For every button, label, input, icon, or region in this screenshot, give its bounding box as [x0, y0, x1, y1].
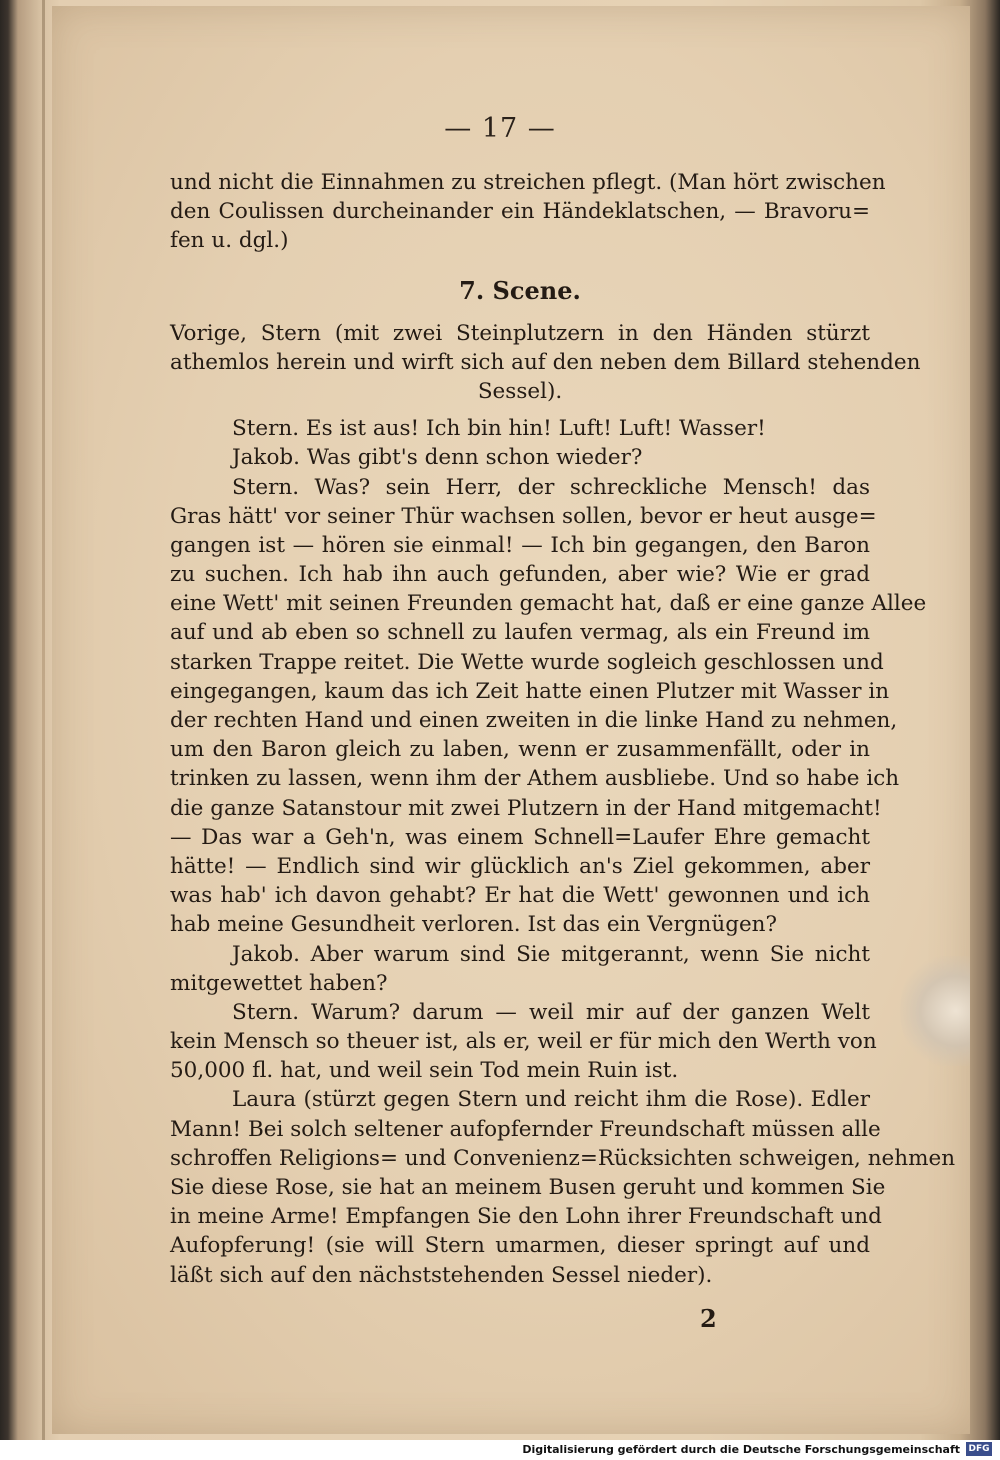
dialogue-line: Jakob. Aber warum sind Sie mitgerannt, wenn Sie nicht — [232, 941, 870, 967]
page-stain — [900, 956, 970, 1066]
dialogue-line: Stern. Warum? darum — weil mir auf der ganzen Welt — [232, 999, 870, 1025]
dialogue-line: Stern. Es ist aus! Ich bin hin! Luft! Luft! Wasser! — [232, 416, 766, 442]
stage-direction-line: athemlos herein und wirft sich auf den neben dem Billard stehenden — [170, 349, 921, 375]
stage-direction-line: Vorige, Stern (mit zwei Steinplutzern in den Händen stürzt — [170, 320, 870, 346]
dialogue-line: um den Baron gleich zu laben, wenn er zusammenfällt, oder in — [170, 737, 870, 763]
dialogue-line: Mann! Bei solch seltener aufopfernder Freundschaft müssen alle — [170, 1116, 881, 1142]
dialogue-line: — Das war a Geh'n, was einem Schnell=Laufer Ehre gemacht — [170, 824, 870, 850]
stage-direction-line: Sessel). — [477, 378, 563, 404]
dialogue-line: was hab' ich davon gehabt? Er hat die Wett' gewonnen und ich — [170, 883, 870, 909]
dialogue-line: Sie diese Rose, sie hat an meinem Busen geruht und kommen Sie — [170, 1175, 886, 1200]
dialogue-line: läßt sich auf den nächststehenden Sessel nieder). — [170, 1262, 713, 1288]
signature-mark: 2 — [700, 1304, 717, 1333]
page-text — [170, 168, 956, 1290]
dialogue-line: eine Wett' mit seinen Freunden gemacht hat, daß er eine ganze Allee — [170, 591, 927, 617]
footer-credit: Digitalisierung gefördert durch die Deutsche Forschungsgemeinschaft — [522, 1443, 960, 1456]
dialogue-line: in meine Arme! Empfangen Sie den Lohn ihrer Freundschaft und — [170, 1204, 882, 1230]
dialogue-line: auf und ab eben so schnell zu laufen vermag, als ein Freund im — [170, 620, 870, 646]
dialogue-line: starken Trappe reitet. Die Wette wurde sogleich geschlossen und — [170, 649, 884, 675]
dialogue-line: schroffen Religions= und Convenienz=Rücksichten schweigen, nehmen — [170, 1145, 956, 1171]
dialogue-line: mitgewettet haben? — [170, 970, 388, 996]
dialogue-line: eingegangen, kaum das ich Zeit hatte einen Plutzer mit Wasser in — [170, 678, 890, 704]
text-line: fen u. dgl.) — [170, 228, 289, 254]
dialogue-line: der rechten Hand und einen zweiten in die linke Hand zu nehmen, — [170, 708, 898, 733]
text-line: und nicht die Einnahmen zu streichen pflegt. (Man hört zwischen — [170, 170, 886, 195]
text-line: den Coulissen durcheinander ein Händeklatschen, — Bravoru= — [170, 199, 870, 225]
dialogue-line: zu suchen. Ich hab ihn auch gefunden, aber wie? Wie er grad — [170, 562, 870, 588]
dialogue-line: hab meine Gesundheit verloren. Ist das ein Vergnügen? — [170, 912, 778, 938]
left-page-edge — [42, 0, 45, 1440]
dialogue-line: Aufopferung! (sie will Stern umarmen, dieser springt auf und — [170, 1233, 870, 1259]
dialogue-line: Stern. Was? sein Herr, der schreckliche Mensch! das — [232, 474, 870, 500]
dialogue-line: Laura (stürzt gegen Stern und reicht ihm die Rose). Edler — [232, 1087, 870, 1113]
dialogue-line: gangen ist — hören sie einmal! — Ich bin gegangen, den Baron — [170, 532, 870, 558]
dialogue-line: 50,000 fl. hat, und weil sein Tod mein Ruin ist. — [170, 1058, 679, 1084]
dialogue-line: Gras hätt' vor seiner Thür wachsen sollen, bevor er heut ausge= — [170, 503, 877, 529]
page-number: — 17 — — [444, 113, 556, 144]
dialogue-line: kein Mensch so theuer ist, als er, weil er für mich den Werth von — [170, 1029, 877, 1055]
dialogue-line: Jakob. Was gibt's denn schon wieder? — [232, 445, 643, 471]
dialogue-line: trinken zu lassen, wenn ihm der Athem ausbliebe. Und so habe ich — [170, 766, 900, 792]
dfg-logo: DFG — [966, 1442, 992, 1456]
dialogue-line: hätte! — Endlich sind wir glücklich an's Ziel gekommen, aber — [170, 853, 870, 879]
dialogue-line: die ganze Satanstour mit zwei Plutzern in der Hand mitgemacht! — [170, 795, 882, 821]
scene-heading: 7. Scene. — [459, 275, 581, 305]
